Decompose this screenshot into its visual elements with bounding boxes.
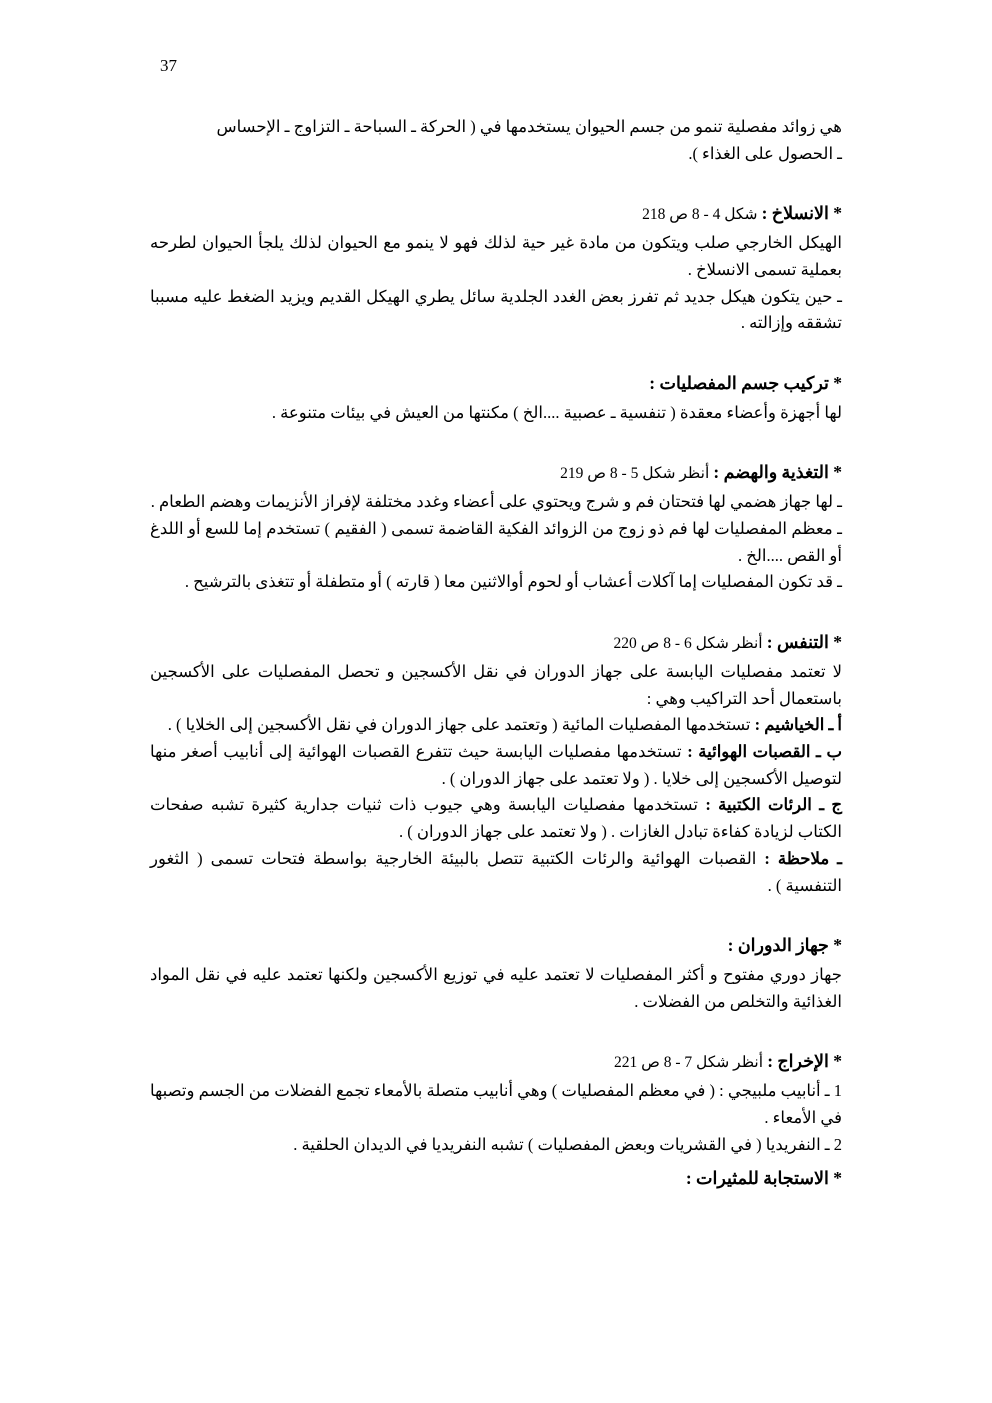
section-heading: * التنفس : [766, 632, 842, 653]
section-paragraph: ـ حين يتكون هيكل جديد ثم تفرز بعض الغدد الجلدية سائل يطري الهيكل القديم ويزيد الضغط عليه مسببا تشققه وإزالته . [150, 286, 842, 333]
list-item-label: ـ ملاحظة : [764, 848, 843, 868]
section-nutrition-digestion [150, 458, 842, 596]
list-item-label: 1 ـ أنابيب ملبيجي : [719, 1081, 842, 1101]
section-body-structure [150, 369, 842, 426]
section-heading-row [150, 369, 842, 398]
section-heading: * جهاز الدوران : [727, 935, 842, 956]
figure-reference: شكل 4 - 8 ص 218 [642, 206, 758, 224]
section-heading: * الانسلاخ : [761, 203, 842, 224]
figure-reference: أنظر شكل 6 - 8 ص 220 [613, 635, 763, 653]
section-heading-row [150, 1164, 842, 1193]
section-heading-row [150, 458, 842, 487]
section-heading: * التغذية والهضم : [713, 462, 842, 483]
section-heading-row [150, 931, 842, 960]
section-molting [150, 199, 842, 337]
section-paragraph: الهيكل الخارجي صلب ويتكون من مادة غير حية لذلك فهو لا ينمو مع الحيوان لذلك يلجأ الحيوان لطرحه بعملية تسمى الانسلاخ . [150, 233, 842, 279]
section-paragraph: لها أجهزة وأعضاء معقدة ( تنفسية ـ عصبية ....الخ ) مكنتها من العيش في بيئات متنوعة . [271, 402, 842, 422]
figure-reference: أنظر شكل 5 - 8 ص 219 [560, 465, 710, 483]
section-paragraph: ـ لها جهاز هضمي لها فتحتان فم و شرج ويحتوي على أعضاء وغدد مختلفة لإفراز الأنزيمات وهضم الطعام . [150, 492, 842, 512]
list-item-text: ( في معظم المفصليات ) وهي أنابيب متصلة بالأمعاء تجمع الفضلات من الجسم وتصبها في الأمعاء . [150, 1081, 842, 1127]
list-item [150, 712, 842, 739]
page-body [150, 114, 842, 1193]
section-paragraph: ـ معظم المفصليات لها فم ذو زوج من الزوائد الفكية القاضمة تسمى ( الفقيم ) تستخدم إما للسع أو اللدغ أو القص ....الخ . [150, 518, 842, 565]
section-heading-row [150, 1047, 842, 1076]
list-item [150, 1078, 842, 1131]
section-respiration [150, 628, 842, 899]
section-heading: * تركيب جسم المفصليات : [649, 373, 842, 394]
page-number: 37 [160, 56, 177, 75]
list-item-label: أ ـ الخياشيم : [754, 715, 842, 735]
list-item-label: ب ـ القصبات الهوائية : [687, 741, 843, 761]
section-paragraph: ـ قد تكون المفصليات إما آكلات أعشاب أو لحوم أوالاثنين معا ( قارته ) أو متطفلة أو تتغذى بالترشيح . [184, 572, 842, 592]
list-item [150, 792, 842, 845]
list-item [150, 739, 842, 792]
section-heading-row [150, 628, 842, 657]
list-item-text: القصبات الهوائية والرئات الكتبية تتصل بالبيئة الخارجية بواسطة فتحات تسمى ( الثغور التنفسية ) . [150, 848, 842, 895]
section-heading: * الإخراج : [767, 1051, 842, 1072]
section-circulatory [150, 931, 842, 1015]
section-paragraph: لا تعتمد مفصليات اليابسة على جهاز الدوران في نقل الأكسجين و تحصل المفصليات على الأكسجين باستعمال أحد التراكيب وهي : [150, 661, 842, 708]
list-item-text: تستخدمها مفصليات اليابسة وهي جيوب ذات ثنيات جدارية كثيرة تشبه صفحات الكتاب لزيادة كفاءة تبادل الغازات . ( ولا تعتمد على جهاز الدوران ) . [150, 795, 842, 842]
figure-reference: أنظر شكل 7 - 8 ص 221 [613, 1054, 764, 1072]
list-item-text: ( في القشريات وبعض المفصليات ) تشبه النفريديا في الديدان الحلقية . [293, 1134, 762, 1154]
intro-line-2: ـ الحصول على الغذاء ). [688, 143, 842, 163]
section-heading: * الاستجابة للمثيرات : [685, 1168, 842, 1189]
intro-line-1: هي زوائد مفصلية تنمو من جسم الحيوان يستخدمها في ( الحركة ـ السباحة ـ التزاوج ـ الإحساس [216, 117, 842, 136]
list-item-label: ج ـ الرئات الكتبية : [705, 795, 843, 815]
list-item-label: 2 ـ النفريديا [765, 1134, 842, 1154]
intro-paragraph [150, 114, 842, 167]
list-item-text: تستخدمها مفصليات اليابسة حيث تتفرع القصبات الهوائية إلى أنابيب أصغر منها لتوصيل الأكسجين إلى خلايا . ( ولا تعتمد على جهاز الدوران ) . [150, 741, 842, 788]
section-heading-row [150, 199, 842, 228]
list-item-text: تستخدمها المفصليات المائية ( وتعتمد على جهاز الدوران في نقل الأكسجين إلى الخلايا ) . [167, 715, 751, 735]
section-excretion [150, 1047, 842, 1158]
list-item [150, 846, 842, 899]
section-response-to-stimuli [150, 1164, 842, 1193]
list-item [150, 1132, 842, 1159]
section-paragraph: جهاز دوري مفتوح و أكثر المفصليات لا تعتمد عليه في توزيع الأكسجين ولكنها تعتمد عليه في نقل المواد الغذائية والتخلص من الفضلات . [150, 964, 842, 1011]
